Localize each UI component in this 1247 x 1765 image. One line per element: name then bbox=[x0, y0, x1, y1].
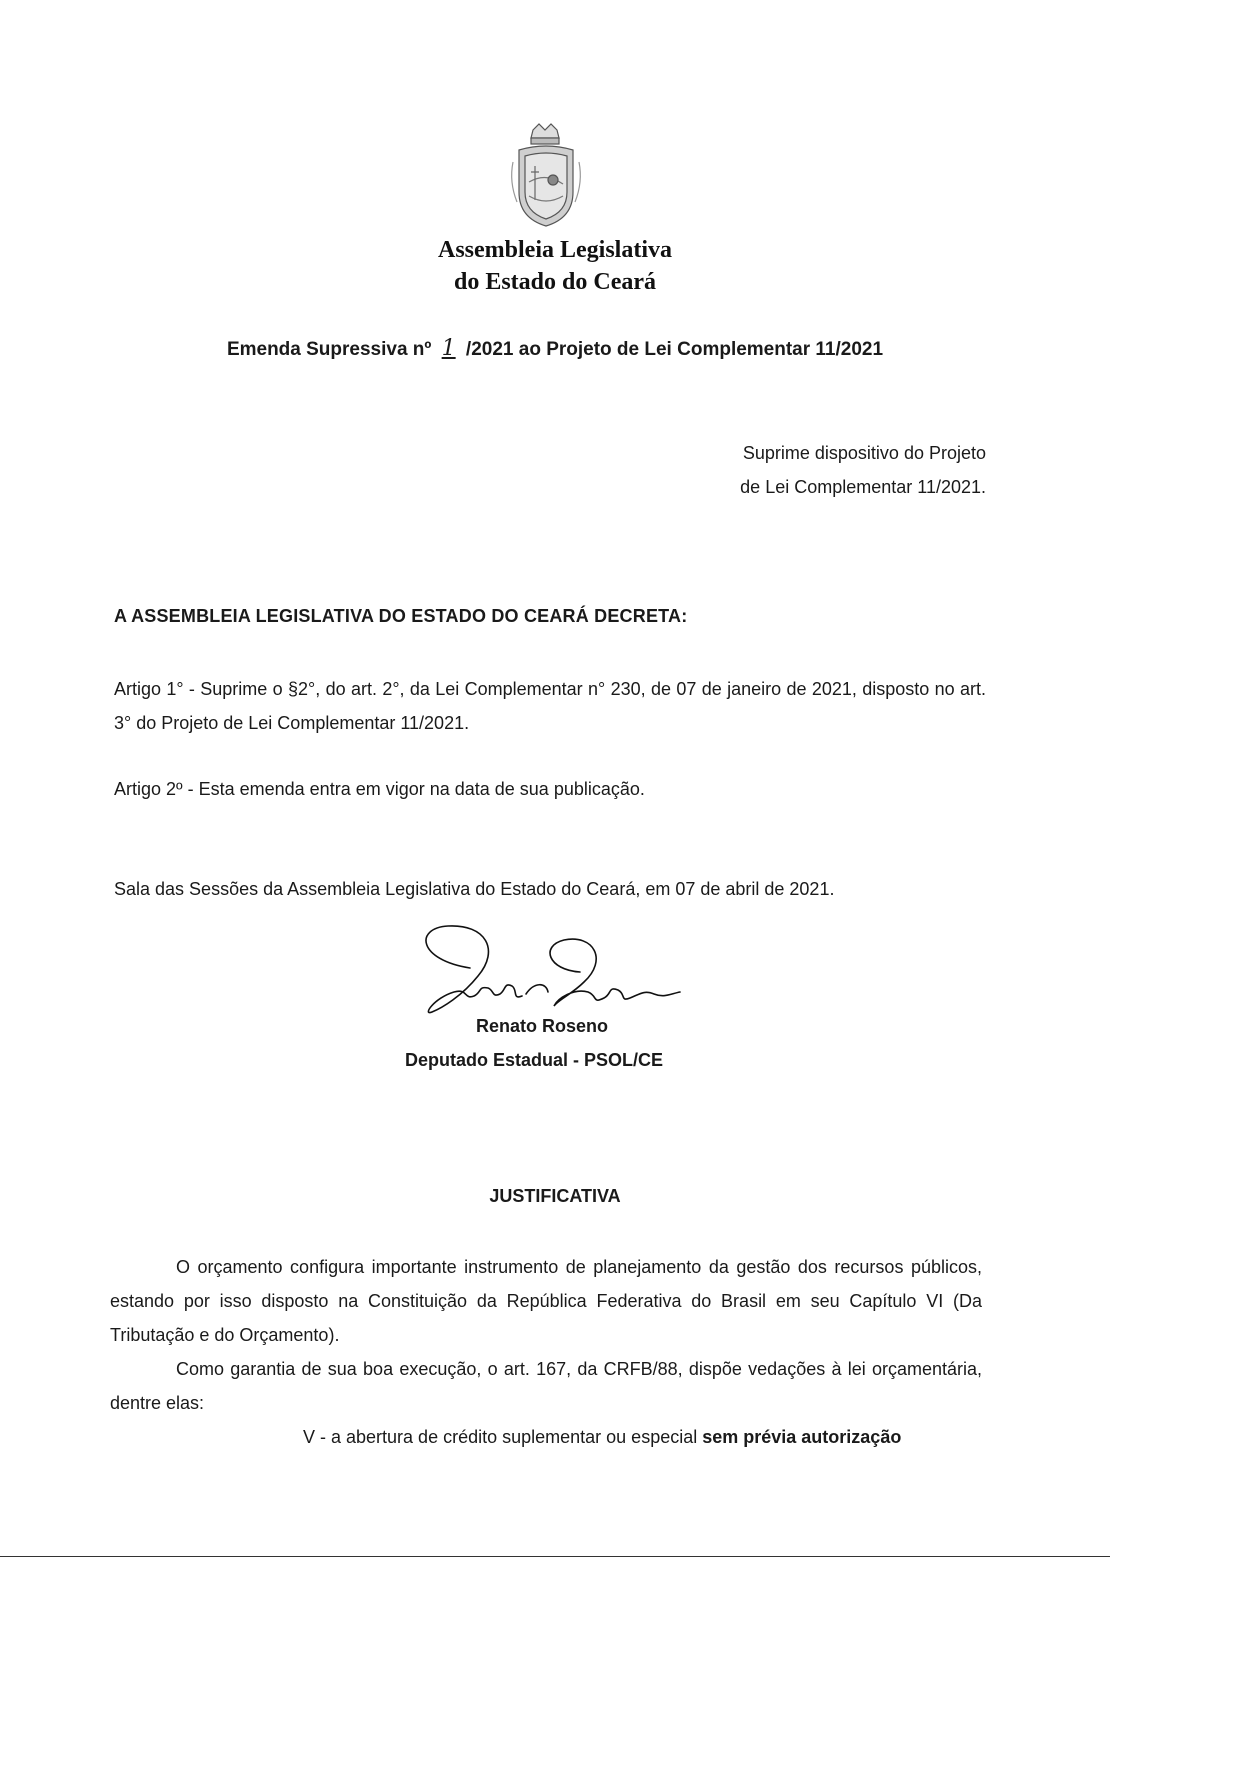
ementa-line1: Suprime dispositivo do Projeto bbox=[742, 443, 986, 463]
closing-place-date: Sala das Sessões da Assembleia Legislativa do Estado do Ceará, em 07 de abril de 2021. bbox=[114, 879, 835, 899]
justification-paragraph-2: Como garantia de sua boa execução, o art. 167, da CRFB/88, dispõe vedações à lei orçamentária, dentre elas: bbox=[110, 1359, 982, 1413]
page-bottom-rule bbox=[0, 1556, 1110, 1557]
signatory-name: Renato Roseno bbox=[476, 1016, 609, 1036]
ementa bbox=[686, 436, 986, 504]
article-1: Artigo 1° - Suprime o §2°, do art. 2°, da Lei Complementar n° 230, de 07 de janeiro de 2021, disposto no art. 3° do Projeto de Lei Complementar 11/2021. bbox=[114, 679, 986, 733]
ementa-line2: de Lei Complementar 11/2021. bbox=[740, 477, 986, 497]
document-title bbox=[0, 336, 1110, 361]
inciso-bold-text: sem prévia autorização bbox=[702, 1427, 902, 1447]
title-suffix: /2021 ao Projeto de Lei Complementar 11/2021 bbox=[465, 339, 884, 360]
signatory-role: Deputado Estadual - PSOL/CE bbox=[405, 1050, 664, 1070]
title-prefix: Emenda Supressiva nº bbox=[226, 339, 432, 360]
institution-name-line1: Assembleia Legislativa bbox=[438, 237, 672, 263]
justification-heading: JUSTIFICATIVA bbox=[489, 1186, 621, 1206]
ceara-coat-of-arms-icon bbox=[505, 122, 587, 232]
institution-name-line2: do Estado do Ceará bbox=[453, 269, 657, 295]
inciso-text: V - a abertura de crédito suplementar ou especial bbox=[303, 1427, 703, 1447]
amendment-number: 1 bbox=[441, 336, 456, 361]
enacting-clause: A ASSEMBLEIA LEGISLATIVA DO ESTADO DO CEARÁ DECRETA: bbox=[114, 606, 688, 626]
quoted-inciso bbox=[303, 1420, 982, 1454]
justification-paragraph-1: O orçamento configura importante instrumento de planejamento da gestão dos recursos públicos, estando por isso disposto na Constituição da República Federativa do Brasil em seu Capítulo VI (Da Tributação e do Orçamento). bbox=[110, 1257, 982, 1345]
article-2: Artigo 2º - Esta emenda entra em vigor na data de sua publicação. bbox=[114, 779, 645, 799]
handwritten-signature bbox=[408, 920, 698, 1030]
